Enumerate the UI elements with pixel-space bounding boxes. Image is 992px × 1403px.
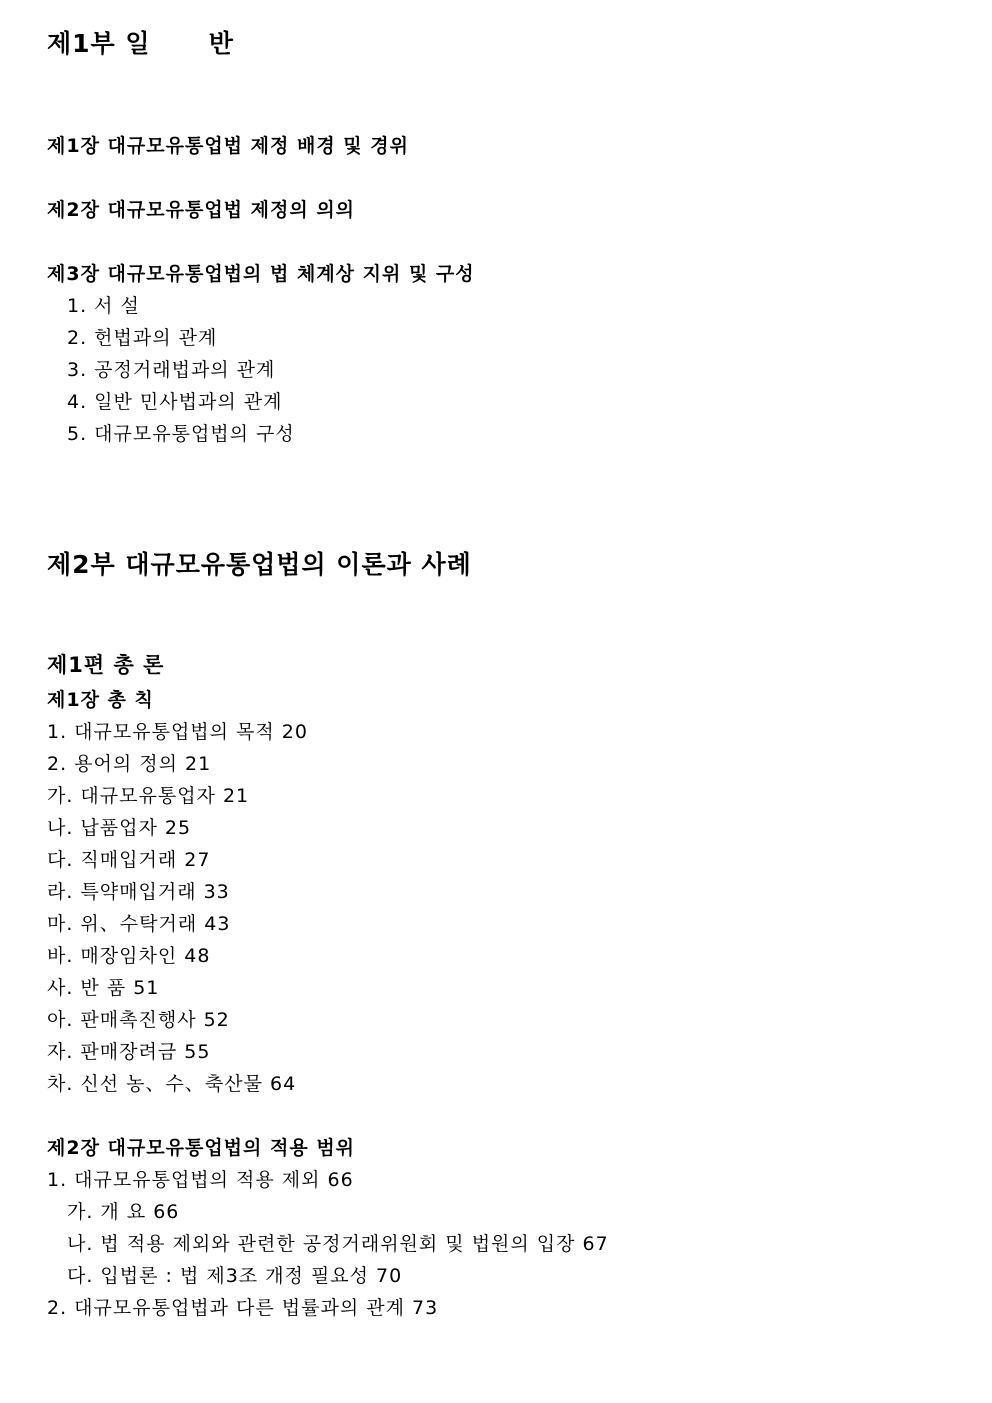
part1-chapter1-title: 제1장 대규모유통업법 제정 배경 및 경위 xyxy=(47,135,409,157)
chapter1-item: 나. 납품업자 25 xyxy=(47,817,192,839)
part1-chapter2-title: 제2장 대규모유통업법 제정의 의의 xyxy=(47,199,356,221)
chapter1-item: 차. 신선 농、수、축산물 64 xyxy=(47,1073,297,1095)
part2-title: 제2부 대규모유통업법의 이론과 사례 xyxy=(47,550,472,579)
part1-chapter3-item: 2. 헌법과의 관계 xyxy=(67,327,218,349)
part1-chapter3-item: 5. 대규모유통업법의 구성 xyxy=(67,423,295,445)
chapter1-item: 라. 특약매입거래 33 xyxy=(47,881,230,903)
chapter1-item: 바. 매장임차인 48 xyxy=(47,945,211,967)
chapter1-item: 사. 반 품 51 xyxy=(47,977,160,999)
part2-section1-title: 제1편 총 론 xyxy=(47,653,165,677)
part1-chapter3-item: 3. 공정거래법과의 관계 xyxy=(67,359,276,381)
part2-chapter2-title: 제2장 대규모유통업법의 적용 범위 xyxy=(47,1137,356,1159)
chapter2-item: 2. 대규모유통업법과 다른 법률과의 관계 73 xyxy=(47,1297,439,1319)
chapter1-item: 자. 판매장려금 55 xyxy=(47,1041,211,1063)
chapter2-subitem: 다. 입법론 : 법 제3조 개정 필요성 70 xyxy=(67,1265,403,1287)
chapter1-item: 2. 용어의 정의 21 xyxy=(47,753,212,775)
part1-chapter3-item: 1. 서 설 xyxy=(67,295,140,317)
chapter1-item: 마. 위、수탁거래 43 xyxy=(47,913,231,935)
chapter2-subitem: 나. 법 적용 제외와 관련한 공정거래위원회 및 법원의 입장 67 xyxy=(67,1233,609,1255)
chapter1-item: 가. 대규모유통업자 21 xyxy=(47,785,250,807)
part1-title: 제1부 일 반 xyxy=(47,29,234,58)
part1-chapter3-item: 4. 일반 민사법과의 관계 xyxy=(67,391,283,413)
chapter2-subitem: 가. 개 요 66 xyxy=(67,1201,180,1223)
part2-chapter1-title: 제1장 총 칙 xyxy=(47,689,154,711)
chapter1-item: 1. 대규모유통업법의 목적 20 xyxy=(47,721,308,743)
chapter2-item: 1. 대규모유통업법의 적용 제외 66 xyxy=(47,1169,354,1191)
chapter1-item: 다. 직매입거래 27 xyxy=(47,849,211,871)
chapter1-item: 아. 판매촉진행사 52 xyxy=(47,1009,230,1031)
part1-chapter3-title: 제3장 대규모유통업법의 법 체계상 지위 및 구성 xyxy=(47,263,475,285)
